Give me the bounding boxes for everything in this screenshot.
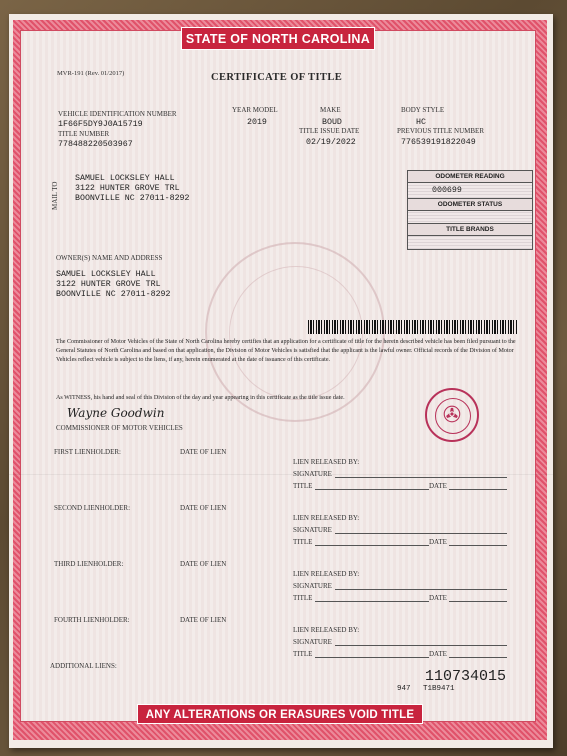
date-line bbox=[449, 601, 507, 602]
issue-date-value: 02/19/2022 bbox=[306, 138, 356, 147]
make-label: MAKE bbox=[320, 106, 341, 114]
mail-to-line1: SAMUEL LOCKSLEY HALL bbox=[75, 174, 175, 183]
signature-label: SIGNATURE bbox=[293, 526, 332, 534]
odometer-reading-value: 000699 bbox=[432, 186, 462, 195]
odometer-status-label: ODOMETER STATUS bbox=[408, 198, 532, 211]
lienholder-label: FIRST LIENHOLDER: bbox=[54, 448, 121, 456]
title-certificate bbox=[9, 14, 553, 748]
certification-paragraph: The Commissioner of Motor Vehicles of the State of North Carolina hereby certifies that an application for a certificate of title for the herein described vehicle has been filed pursuant to the General Statutes of North Carolina and based on that application, the Division of Motor Vehicles is satisfied that the applicant is the lawful owner. Official records of the Division of Motor Vehicles reflect vehicle is subject to the liens, if any, herein enumerated at the date of issuance of this certificate. bbox=[56, 339, 516, 364]
date-of-lien-label: DATE OF LIEN bbox=[180, 616, 227, 624]
owner-label: OWNER(S) NAME AND ADDRESS bbox=[56, 254, 163, 262]
signature-line bbox=[335, 477, 507, 478]
mail-to-line2: 3122 HUNTER GROVE TRL bbox=[75, 184, 180, 193]
lienholder-label: SECOND LIENHOLDER: bbox=[54, 504, 131, 512]
barcode bbox=[308, 320, 518, 334]
vin-label: VEHICLE IDENTIFICATION NUMBER bbox=[58, 110, 177, 118]
fold-crease bbox=[9, 474, 553, 475]
body-style-label: BODY STYLE bbox=[401, 106, 445, 114]
lienholder-label: FOURTH LIENHOLDER: bbox=[54, 616, 130, 624]
title-label: TITLE bbox=[293, 650, 313, 658]
owner-line1: SAMUEL LOCKSLEY HALL bbox=[56, 270, 156, 279]
vin-value: 1F66F5DY9J0A15719 bbox=[58, 120, 143, 129]
date-label: DATE bbox=[429, 594, 447, 602]
date-of-lien-label: DATE OF LIEN bbox=[180, 448, 227, 456]
commissioner-label: COMMISSIONER OF MOTOR VEHICLES bbox=[56, 424, 183, 432]
date-of-lien-label: DATE OF LIEN bbox=[180, 560, 227, 568]
date-label: DATE bbox=[429, 538, 447, 546]
lienholder-label: THIRD LIENHOLDER: bbox=[54, 560, 124, 568]
lien-released-label: LIEN RELEASED BY: bbox=[293, 514, 360, 522]
year-value: 2019 bbox=[247, 118, 267, 127]
make-value: BOUD bbox=[322, 118, 342, 127]
year-label: YEAR MODEL bbox=[232, 106, 278, 114]
title-number-label: TITLE NUMBER bbox=[58, 130, 110, 138]
commissioner-signature: Wayne Goodwin bbox=[67, 406, 165, 420]
body-style-value: HC bbox=[416, 118, 426, 127]
date-of-lien-label: DATE OF LIEN bbox=[180, 504, 227, 512]
code-b: T1B9471 bbox=[423, 685, 455, 693]
previous-title-label: PREVIOUS TITLE NUMBER bbox=[397, 127, 484, 135]
lien-released-label: LIEN RELEASED BY: bbox=[293, 626, 360, 634]
lien-released-label: LIEN RELEASED BY: bbox=[293, 458, 360, 466]
date-line bbox=[449, 489, 507, 490]
additional-liens-label: ADDITIONAL LIENS: bbox=[50, 662, 117, 670]
alterations-warning-banner: ANY ALTERATIONS OR ERASURES VOID TITLE bbox=[137, 704, 423, 724]
title-label: TITLE bbox=[293, 482, 313, 490]
mail-to-line3: BOONVILLE NC 27011-8292 bbox=[75, 194, 190, 203]
date-label: DATE bbox=[429, 650, 447, 658]
date-line bbox=[449, 545, 507, 546]
date-label: DATE bbox=[429, 482, 447, 490]
signature-line bbox=[335, 645, 507, 646]
owner-line3: BOONVILLE NC 27011-8292 bbox=[56, 290, 171, 299]
title-number-value: 778488220503967 bbox=[58, 140, 133, 149]
triskelion-icon: ✇ bbox=[442, 402, 462, 427]
title-line bbox=[315, 601, 429, 602]
title-label: TITLE bbox=[293, 594, 313, 602]
title-brands-label: TITLE BRANDS bbox=[408, 223, 532, 236]
title-line bbox=[315, 545, 429, 546]
title-line bbox=[315, 489, 429, 490]
date-line bbox=[449, 657, 507, 658]
signature-label: SIGNATURE bbox=[293, 470, 332, 478]
title-line bbox=[315, 657, 429, 658]
issue-date-label: TITLE ISSUE DATE bbox=[299, 127, 360, 135]
odometer-reading-label: ODOMETER READING bbox=[408, 170, 532, 183]
signature-line bbox=[335, 589, 507, 590]
witness-statement: As WITNESS, his hand and seal of this Division of the day and year appearing in this certificate as the title issue date. bbox=[56, 395, 345, 401]
certificate-title: CERTIFICATE OF TITLE bbox=[211, 72, 343, 83]
signature-line bbox=[335, 533, 507, 534]
code-a: 947 bbox=[397, 685, 411, 693]
lien-released-label: LIEN RELEASED BY: bbox=[293, 570, 360, 578]
control-number: 110734015 bbox=[425, 668, 507, 685]
signature-label: SIGNATURE bbox=[293, 638, 332, 646]
owner-line2: 3122 HUNTER GROVE TRL bbox=[56, 280, 161, 289]
previous-title-value: 776539191822049 bbox=[401, 138, 476, 147]
odometer-box bbox=[407, 170, 533, 250]
mail-to-label: MAIL TO bbox=[51, 181, 59, 210]
form-number: MVR-191 (Rev. 01/2017) bbox=[57, 70, 125, 77]
official-seal-stamp bbox=[425, 388, 479, 442]
state-banner: STATE OF NORTH CAROLINA bbox=[181, 27, 375, 50]
signature-label: SIGNATURE bbox=[293, 582, 332, 590]
title-label: TITLE bbox=[293, 538, 313, 546]
